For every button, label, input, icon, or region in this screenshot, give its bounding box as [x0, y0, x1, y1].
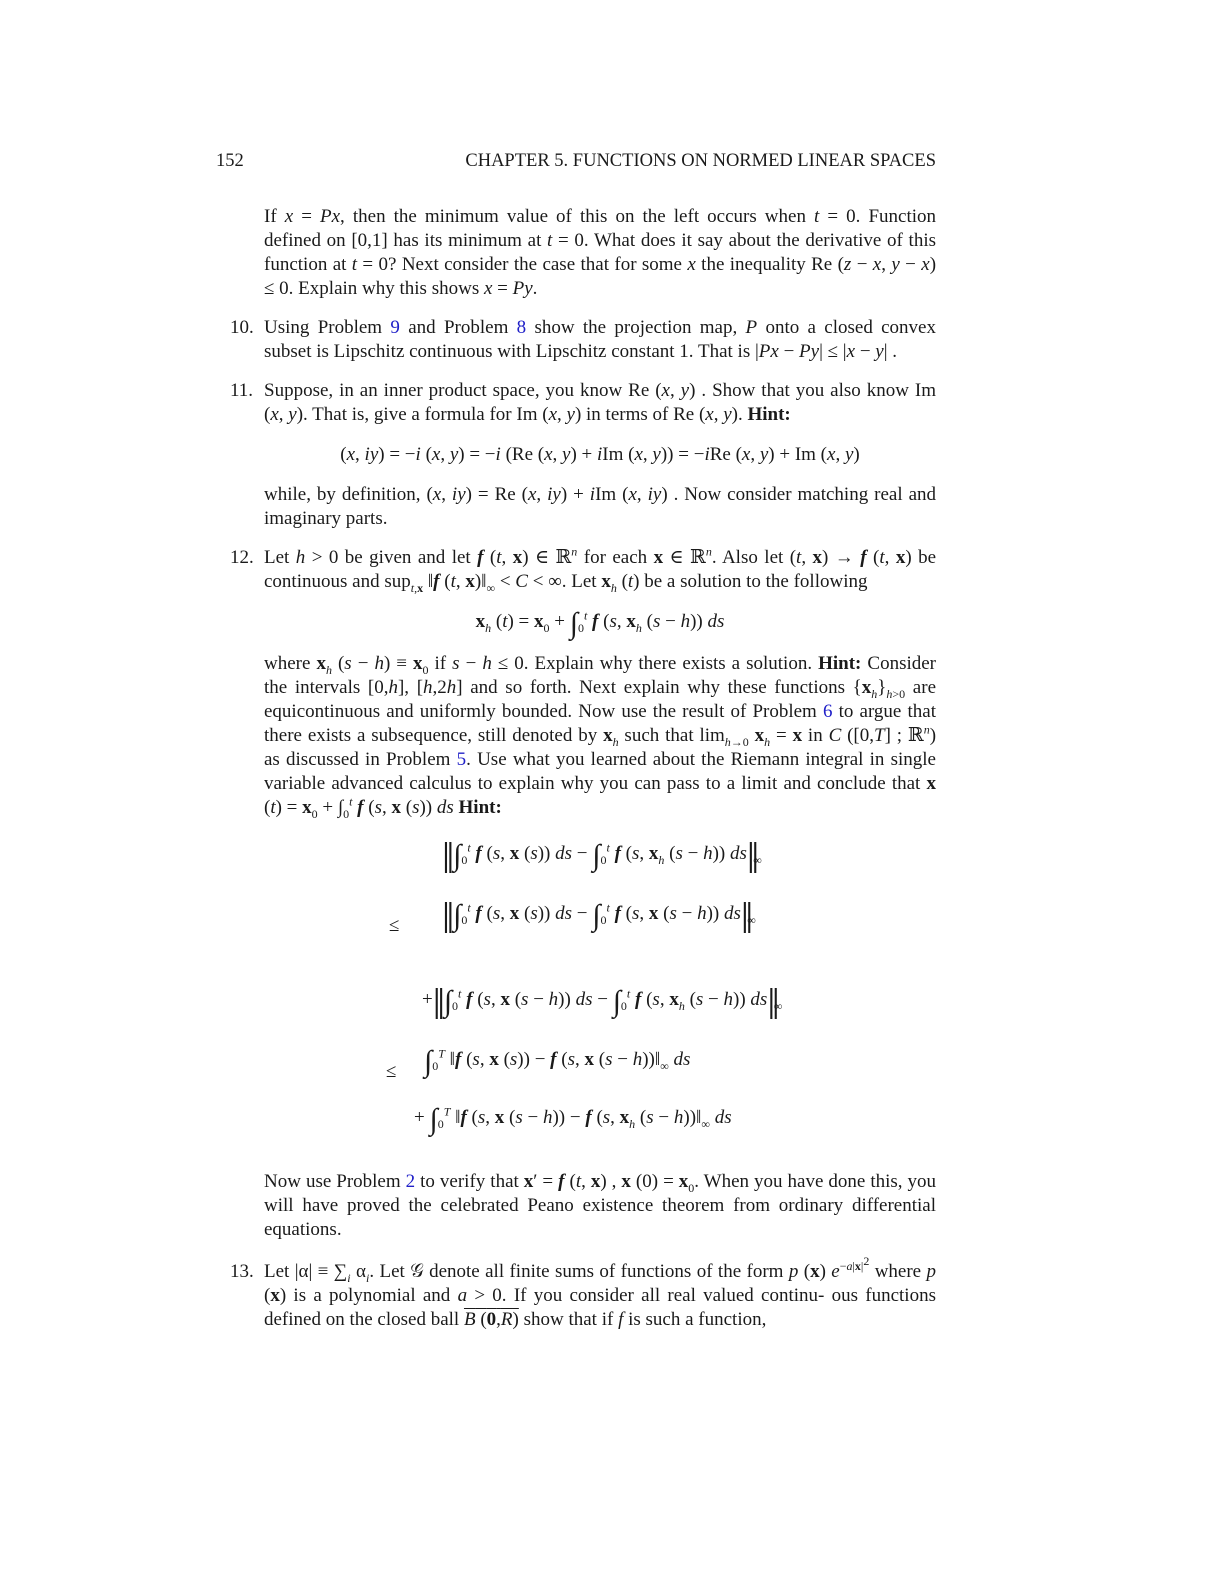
running-header: [216, 149, 936, 173]
problem-11: [216, 379, 936, 531]
equation-delay-integral: $x_h$ $(t) = x_0 + \int_0^t$ f (s, $x_h$ (s − h)) ds: [475, 607, 725, 640]
problem-text-after: while, by definition, (x, iy) = Re (x, iy) + iIm (x, iy) . Now consider matching real and imaginary parts.: [264, 484, 937, 529]
problem-text: Using Problem 9 and Problem 8 show the projection map, P onto a closed convex subset is Lipschitz continuous with Lipschitz constant 1. That is |Px − Py| ≤ |x − y| .: [264, 317, 936, 362]
relation-symbol: ≤: [389, 915, 400, 936]
page-number: 152: [216, 151, 244, 171]
problem-2-link[interactable]: 2: [405, 1171, 416, 1192]
equation-inner-product: (x, iy) = −i (x, y) = −i (Re (x, y) + iIm (x, y)) = −iRe (x, y) + Im (x, y): [340, 444, 860, 465]
relation-symbol: ≤: [386, 1061, 397, 1082]
estimate-block: [264, 836, 936, 1156]
problem-5-link[interactable]: 5: [456, 749, 467, 770]
problem-text: Suppose, in an inner product space, you know Re (x, y) . Show that you also know Im (x, y). That is, give a formula for Im (x, y) in terms of Re (x, y). Hint:: [264, 380, 936, 425]
estimate-line: ≤ ‖ $\int_0^t$ f (s, x (s)) ds − $\int_0^t$ f (s, x (s − h)) $ds‖_\infty$: [389, 894, 756, 943]
problem-text: Let $|\alpha| \equiv \sum_i$ $\alpha_i$. Let 𝒢 denote all finite sums of functions of the form p (x) $e^{-a|x|^2}$ where p (x) is a polynomial and a > 0. If you consider all real valued continu- ous functions defined on the closed ball B (0,R) show that if f is such a function,: [264, 1253, 936, 1330]
problem-text: Let h > 0 be given and let f (t, x) ∈ ℝ$^n$ for each x ∈ ℝ$^n$. Also let (t, x) → f (t, x) be continuous and sup$_{t,x}$ ‖f (t, $x)‖_\infty < C$ < ∞. Let $x_h$ (t) be a solution to the following: [264, 544, 937, 595]
problem-number: 11.: [230, 380, 254, 401]
problem-12: [216, 546, 936, 1242]
chapter-title: CHAPTER 5. FUNCTIONS ON NORMED LINEAR SPACES: [465, 151, 936, 171]
problem-9-link[interactable]: 9: [390, 317, 400, 338]
problem-number: 13.: [230, 1261, 254, 1282]
problem-10: [216, 316, 936, 364]
estimate-line: ‖ $\int_0^t$ f (s, x (s)) ds − $\int_0^t$ f (s, $x_h$ (s − h)) $ds‖_\infty$: [442, 834, 762, 883]
problem-number: 10.: [230, 317, 254, 338]
problem-13: [216, 1253, 936, 1332]
page-body: [216, 205, 936, 1332]
problem-text-after: where $x_h$ $(s - h) \equiv x_0$ if s − h ≤ 0. Explain why there exists a solution. Hint: Consider the intervals [0,h], [h,2h] and so forth. Next explain why these functions $\{x_h\}_{h>0}$ are equicontinuous and uniformly bounded. Now use the result of Problem 6 to argue that there exists a subsequence, still denoted by $x_h$ such that $\lim_{h\to 0} x_h = x$ in C ([0,T] ; ℝ$^n$) as discussed in Problem 5. Use what you learned about the Riemann integral in single variable advanced calculus to explain why you can pass to a limit and conclude that x $(t) = x_0 + \int_0^t$ f (s, x (s)) ds Hint:: [264, 653, 937, 821]
continuation-paragraph: If x = Px, then the minimum value of this on the left occurs when t = 0. Function defined on [0,1] has its minimum at t = 0. What does it say about the derivative of this function at t = 0? Next consider the case that for some x the inequality Re (z − x, y − x) ≤ 0. Explain why this shows x = Py.: [264, 206, 937, 299]
problem-6-link[interactable]: 6: [822, 701, 833, 722]
estimate-line: ≤ $\int_0^T$ ‖f (s, x (s)) − f (s, x $(s - h))‖_\infty$ ds: [386, 1045, 691, 1082]
problem-closing: Now use Problem 2 to verify that x′ = f (t, x) , x $(0) = x_0$. When you have done this, you will have proved the celebrated Peano existence theorem from ordinary differential equations.: [264, 1171, 937, 1240]
problem-number: 12.: [230, 547, 254, 568]
estimate-line: + $\int_0^T$ ‖f (s, x (s − h)) − f (s, $x_h$ $(s - h))‖_\infty$ ds: [414, 1103, 732, 1136]
problem-8-link[interactable]: 8: [516, 317, 527, 338]
estimate-line: +‖ $\int_0^t$ f (s, x (s − h)) ds − $\int_0^t$ f (s, $x_h$ (s − h)) $ds‖_\infty$: [422, 980, 783, 1029]
